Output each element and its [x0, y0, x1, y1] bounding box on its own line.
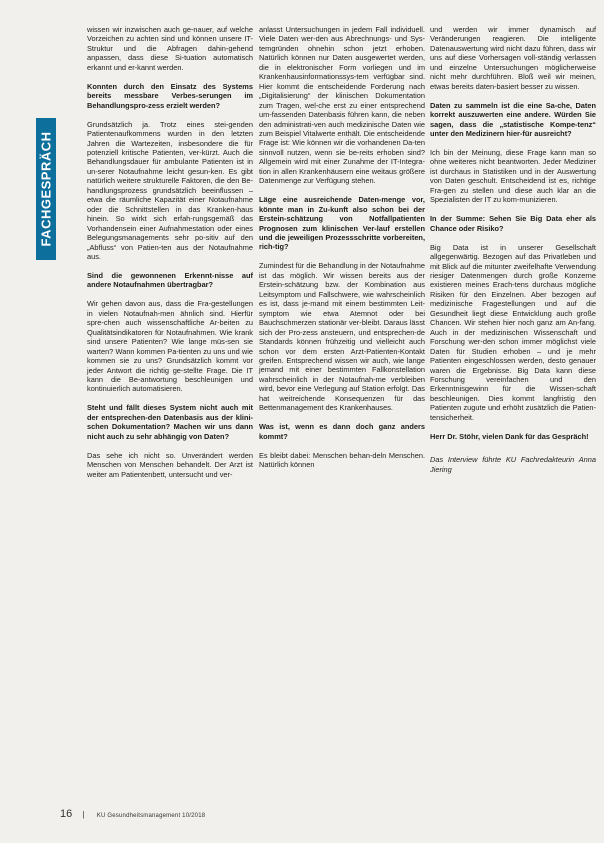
publication-name: KU Gesundheitsmanagement 10/2018 [96, 813, 206, 819]
interview-answer: Ich bin der Meinung, diese Frage kann man so ohne weiteres nicht beantworten. Jeder Mediziner ist durchaus in Statistiken und in der Auswertung von Daten geschult. Entscheidend ist es, richtige Fra-gen zu stellen und diese auch klar an die Spezialisten der IT zu kom-munizieren. [430, 147, 596, 205]
interview-answer: wissen wir inzwischen auch ge-nauer, auf welche Vorzeichen zu achten sind und können unsere IT-Struktur und die Abfragen dahin-gehend anpassen, dass diese Si-tuation automatisch erkannt und er-kannt werden. [87, 25, 253, 72]
page-number: 16 [60, 808, 73, 820]
section-tab [36, 118, 56, 260]
interview-question: Was ist, wenn es dann doch ganz anders kommt? [259, 422, 425, 441]
interview-question: In der Summe: Sehen Sie Big Data eher als Chance oder Risiko? [430, 214, 596, 233]
interview-answer: Grundsätzlich ja. Trotz eines stei-genden Patientenaufkommens wurden in den letzten Jahren die Wartezeiten, insbesondere die für potenziell kritische Patienten, ver-kürzt. Auch die Behandlungsdauer für ambulante Patienten ist in un-serer Notaufnahme leicht gesun-ken. Es gibt natürlich weitere strukturelle Faktoren, die den Be-handlungsprozess grundsätzlich beeinflussen – etwa die räumliche Kapazität einer Notaufnahme oder die Schnittstellen in das Kranken-haus hinein. So wirkt sich erfah-rungsgemäß das Vorhandensein einer Aufnahmestation oder eines Belegungsmanagements sehr po-sitiv auf den „Abfluss“ von Patien-ten aus der Notaufnahme aus. [87, 119, 253, 261]
interview-answer: und werden wir immer dynamisch auf Veränderungen reagieren. Die intelligente Datenauswertung wird nicht dazu führen, dass wir uns auf diese Vorhersagen voll-ständig verlassen und einzelne Untersuchungen möglicherweise nicht mehr durchführen. Bloß weil wir meinen, etwas bereits daten-basiert besser zu wissen. [430, 25, 596, 91]
interview-answer: Es bleibt dabei: Menschen behan-deln Menschen. Natürlich können [259, 450, 425, 470]
interview-question: Steht und fällt dieses System nicht auch mit der entsprechen-den Datenbasis aus der klini-schen Dokumentation? Machen wir uns dann nicht auch zu sehr abhängig von Daten? [87, 403, 253, 441]
interview-question: Herr Dr. Stöhr, vielen Dank für das Gespräch! [430, 431, 589, 441]
section-tab-label: FACHGESPRÄCH [38, 131, 54, 247]
interview-credit: Das Interview führte KU Fachredakteurin Anna Jiering [430, 455, 596, 474]
interview-question: Sind die gewonnenen Erkennt-nisse auf andere Notaufnahmen übertragbar? [87, 270, 253, 290]
interview-question: Daten zu sammeln ist die eine Sa-che, Daten korrekt auszuwerten eine andere. Würden Sie sagen, dass die „statistische Kompe-tenz“ unter den Medizinern hier-für ausreicht? [430, 100, 596, 139]
interview-question: Läge eine ausreichende Daten-menge vor, könnte man in Zu-kunft also schon bei der Erstein-schätzung von Notfallpatienten Prognosen zum klinischen Ver-lauf erstellen und die jeweiligen Prozessschritte vorbereiten, rich-tig? [259, 195, 425, 252]
interview-answer: Das sehe ich nicht so. Unverändert werden Menschen von Menschen behandelt. Der Arzt ist weiter am Patientenbett, untersucht und ver- [87, 450, 253, 479]
interview-answer: Big Data ist in unserer Gesellschaft allgegenwärtig. Bezogen auf das Privatleben und mit Blick auf die mitunter zweifelhafte Verwendung riesiger Datenmengen durch große Konzerne existieren meines Erach-tens durchaus mögliche Risiken für den Einzelnen. Aber bezogen auf medizinische Fragestellungen und auf die Gesundheit liegt diese Entwicklung auch große Chancen. Wir stehen hier noch ganz am An-fang. Auch in der medizinischen Wissenschaft und Forschung wer-den schon immer möglichst viele Daten für Studien erhoben – und je mehr Patienten eingeschlossen werden, desto genauer waren die Ergebnisse. Big Data kann diese Forschung vereinfachen und den Erkenntnisgewinn für die Wissen-schaft beschleunigen. Dies kommt langfristig den Patienten zugute und erhöht zusätzlich die Patien-tensicherheit. [430, 242, 596, 422]
article-column-1 [87, 25, 253, 489]
page-footer [60, 808, 205, 820]
interview-answer: Zumindest für die Behandlung in der Notaufnahme ist das möglich. Wir wissen bereits aus der Erstein-schätzung bzw. der Kombination aus Leitsymptom und Fallschwere, wie wahrscheinlich es ist, dass je-mand mit einem bestimmten Leit-symptom wie etwa Atemnot oder bei Bauchschmerzen stationär ver-bleibt. Daraus lässt sich der Pro-zess ansteuern, und entsprechen-de Standards können frühzeitig und vielleicht auch schon vor dem ersten Arzt-Patienten-Kontakt greifen. Entsprechend wissen wir auch, wie lange jemand mit einer bestimmten Fallkonstellation wahrscheinlich in der Notaufnah-me verbleiben wird, bevor eine Verlegung auf Station erfolgt. Das hat weitreichende Konsequenzen für das Bettenmanagement des Krankenhauses. [259, 261, 425, 413]
article-column-2 [259, 25, 425, 479]
footer-separator: | [82, 810, 85, 819]
interview-answer: Wir gehen davon aus, dass die Fra-gestellungen in vielen Notaufnah-men ähnlich sind. Hierfür spre-chen auch wissenschaftliche Ar-beiten zu Qualitätsindikatoren für Notaufnahmen. Wie krank sind unsere Patienten? Wie lange müs-sen sie warten? Wann kommen Pa-tienten zu uns und wie kommen sie zu uns? Grundsätzlich kommt vor jeder Antwort die richtig ge-stellte Frage. Die IT kann die Be-antwortung beschleunigen und kontinuierlich automatisieren. [87, 299, 253, 394]
article-column-3 [430, 25, 596, 484]
interview-answer: anlasst Untersuchungen in jedem Fall individuell. Viele Daten wer-den aus Abrechnungs- und Sys-temgründen ohnehin schon jetzt erhoben. Natürlich können nur Daten ausgewertet werden, die in elektronischer Form vorliegen und im Krankenhausinformationssys-tem verfügbar sind. Hier kommt die entscheidende Forderung nach „Digitalisierung“ der klinischen Dokumentation zum Tragen, wel-che erst zu einer entsprechend um-fassenden Datenbasis führen kann, die neben den administrati-ven auch medizinische Daten wie zum Beispiel Vitalwerte enthält. Die entscheidende Frage ist: Wie können wir die vorhandenen Da-ten sinnvoll nutzen, wenn sie be-reits erhoben sind? Allgemein wird mit einer Zunahme der IT-Integra-tion in allen Krankenhäusern eine weitaus größere Datenmenge zur Verfügung stehen. [259, 25, 425, 186]
interview-question: Konnten durch den Einsatz des Systems bereits messbare Verbes-serungen im Behandlungspro-zess erzielt werden? [87, 81, 253, 110]
